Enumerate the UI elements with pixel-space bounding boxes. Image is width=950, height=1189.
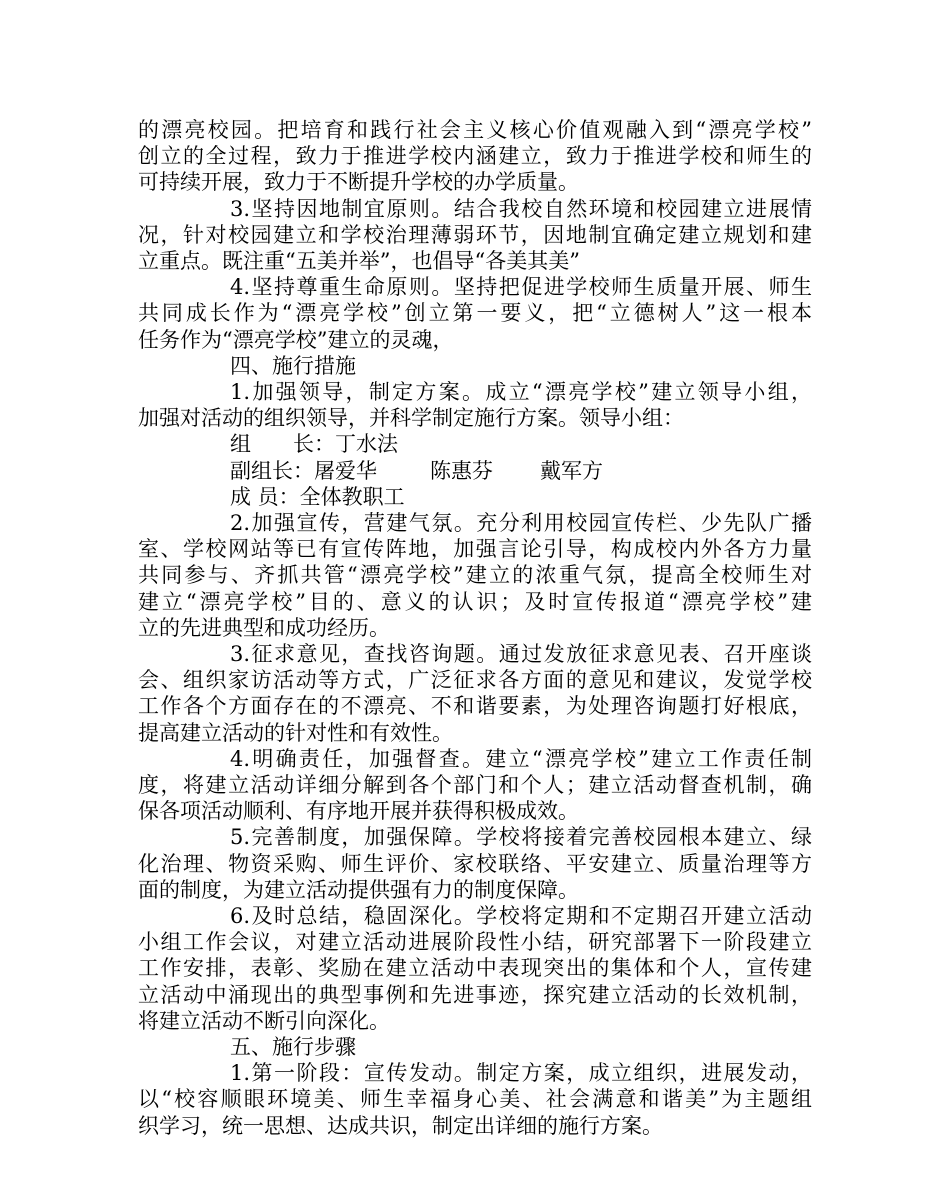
text-line: 4.明确责任，加强督查。建立“漂亮学校”建立工作责任制 <box>230 746 812 771</box>
text-line: 创立的全过程，致力于推进学校内涵建立，致力于推进学校和师生的 <box>138 144 812 169</box>
text-line: 2.加强宣传，营建气氛。充分利用校园宣传栏、少先队广播 <box>230 511 812 535</box>
text-line: 将建立活动不断引向深化。 <box>138 1008 390 1033</box>
text-line: 共同成长作为“漂亮学校”创立第一要义，把“立德树人”这一根本 <box>138 301 812 326</box>
text-line: 5.完善制度，加强保障。学校将接着完善校园根本建立、绿 <box>230 825 812 850</box>
text-line: 1.第一阶段：宣传发动。制定方案，成立组织，进展发动， <box>230 1061 812 1086</box>
text-line: 3.征求意见，查找咨询题。通过发放征求意见表、召开座谈 <box>230 642 812 666</box>
deputy-leader-2: 陈惠芬 <box>430 458 493 483</box>
section-heading: 四、施行措施 <box>230 353 356 378</box>
text-line: 工作各个方面存在的不漂亮、不和谐要素，为处理咨询题打好根底， <box>138 694 812 719</box>
text-line: 度，将建立活动详细分解到各个部门和个人；建立活动督查机制，确 <box>138 773 812 797</box>
deputy-leader-3: 戴军方 <box>540 458 603 483</box>
text-line: 小组工作会议，对建立活动进展阶段性小结，研究部署下一阶段建立 <box>138 930 812 955</box>
deputy-leader-1: 副组长：屠爱华 <box>230 458 377 483</box>
text-line: 织学习，统一思想、达成共识，制定出详细的施行方案。 <box>138 1113 663 1138</box>
text-line: 3.坚持因地制宜原则。结合我校自然环境和校园建立进展情 <box>230 196 812 221</box>
text-line: 立活动中涌现出的典型事例和先进事迹，探究建立活动的长效机制， <box>138 982 812 1007</box>
text-line: 立重点。既注重“五美并举”，也倡导“各美其美” <box>138 249 580 273</box>
text-line: 共同参与、齐抓共管“漂亮学校”建立的浓重气氛，提高全校师生对 <box>138 563 812 588</box>
text-line: 化治理、物资采购、师生评价、家校联络、平安建立、质量治理等方 <box>138 851 812 876</box>
text-line: 面的制度，为建立活动提供强有力的制度保障。 <box>138 877 579 902</box>
text-line: 加强对活动的组织领导，并科学制定施行方案。领导小组： <box>138 406 684 431</box>
text-line: 室、学校网站等已有宣传阵地，加强言论引导，构成校内外各方力量 <box>138 537 812 562</box>
text-line: 以“校容顺眼环境美、师生幸福身心美、社会满意和谐美”为主题组 <box>138 1087 812 1112</box>
section-heading: 五、施行步骤 <box>230 1035 356 1059</box>
text-line: 的漂亮校园。把培育和践行社会主义核心价值观融入到“漂亮学校” <box>138 118 812 142</box>
text-line: 会、组织家访活动等方式，广泛征求各方面的意见和建议，发觉学校 <box>138 668 812 693</box>
text-line: 提高建立活动的针对性和有效性。 <box>138 720 453 745</box>
text-line: 工作安排，表彰、奖励在建立活动中表现突出的集体和个人，宣传建 <box>138 956 812 981</box>
text-line: 1.加强领导，制定方案。成立“漂亮学校”建立领导小组， <box>230 380 812 404</box>
text-line: 可持续开展，致力于不断提升学校的办学质量。 <box>138 170 579 195</box>
text-line: 立的先进典型和成功经历。 <box>138 615 390 640</box>
deputy-leaders-line <box>230 458 812 485</box>
text-line: 4.坚持尊重生命原则。坚持把促进学校师生质量开展、师生 <box>230 275 812 300</box>
leader-line: 组 长：丁水法 <box>230 432 398 457</box>
text-line: 保各项活动顺利、有序地开展并获得积极成效。 <box>138 799 579 824</box>
text-line: 任务作为“漂亮学校”建立的灵魂， <box>138 327 454 352</box>
members-line: 成 员：全体教职工 <box>230 484 405 509</box>
text-line: 建立“漂亮学校”目的、意义的认识；及时宣传报道“漂亮学校”建 <box>138 589 812 614</box>
text-line: 况，针对校园建立和学校治理薄弱环节，因地制宜确定建立规划和建 <box>138 222 812 247</box>
text-line: 6.及时总结，稳固深化。学校将定期和不定期召开建立活动 <box>230 904 812 928</box>
